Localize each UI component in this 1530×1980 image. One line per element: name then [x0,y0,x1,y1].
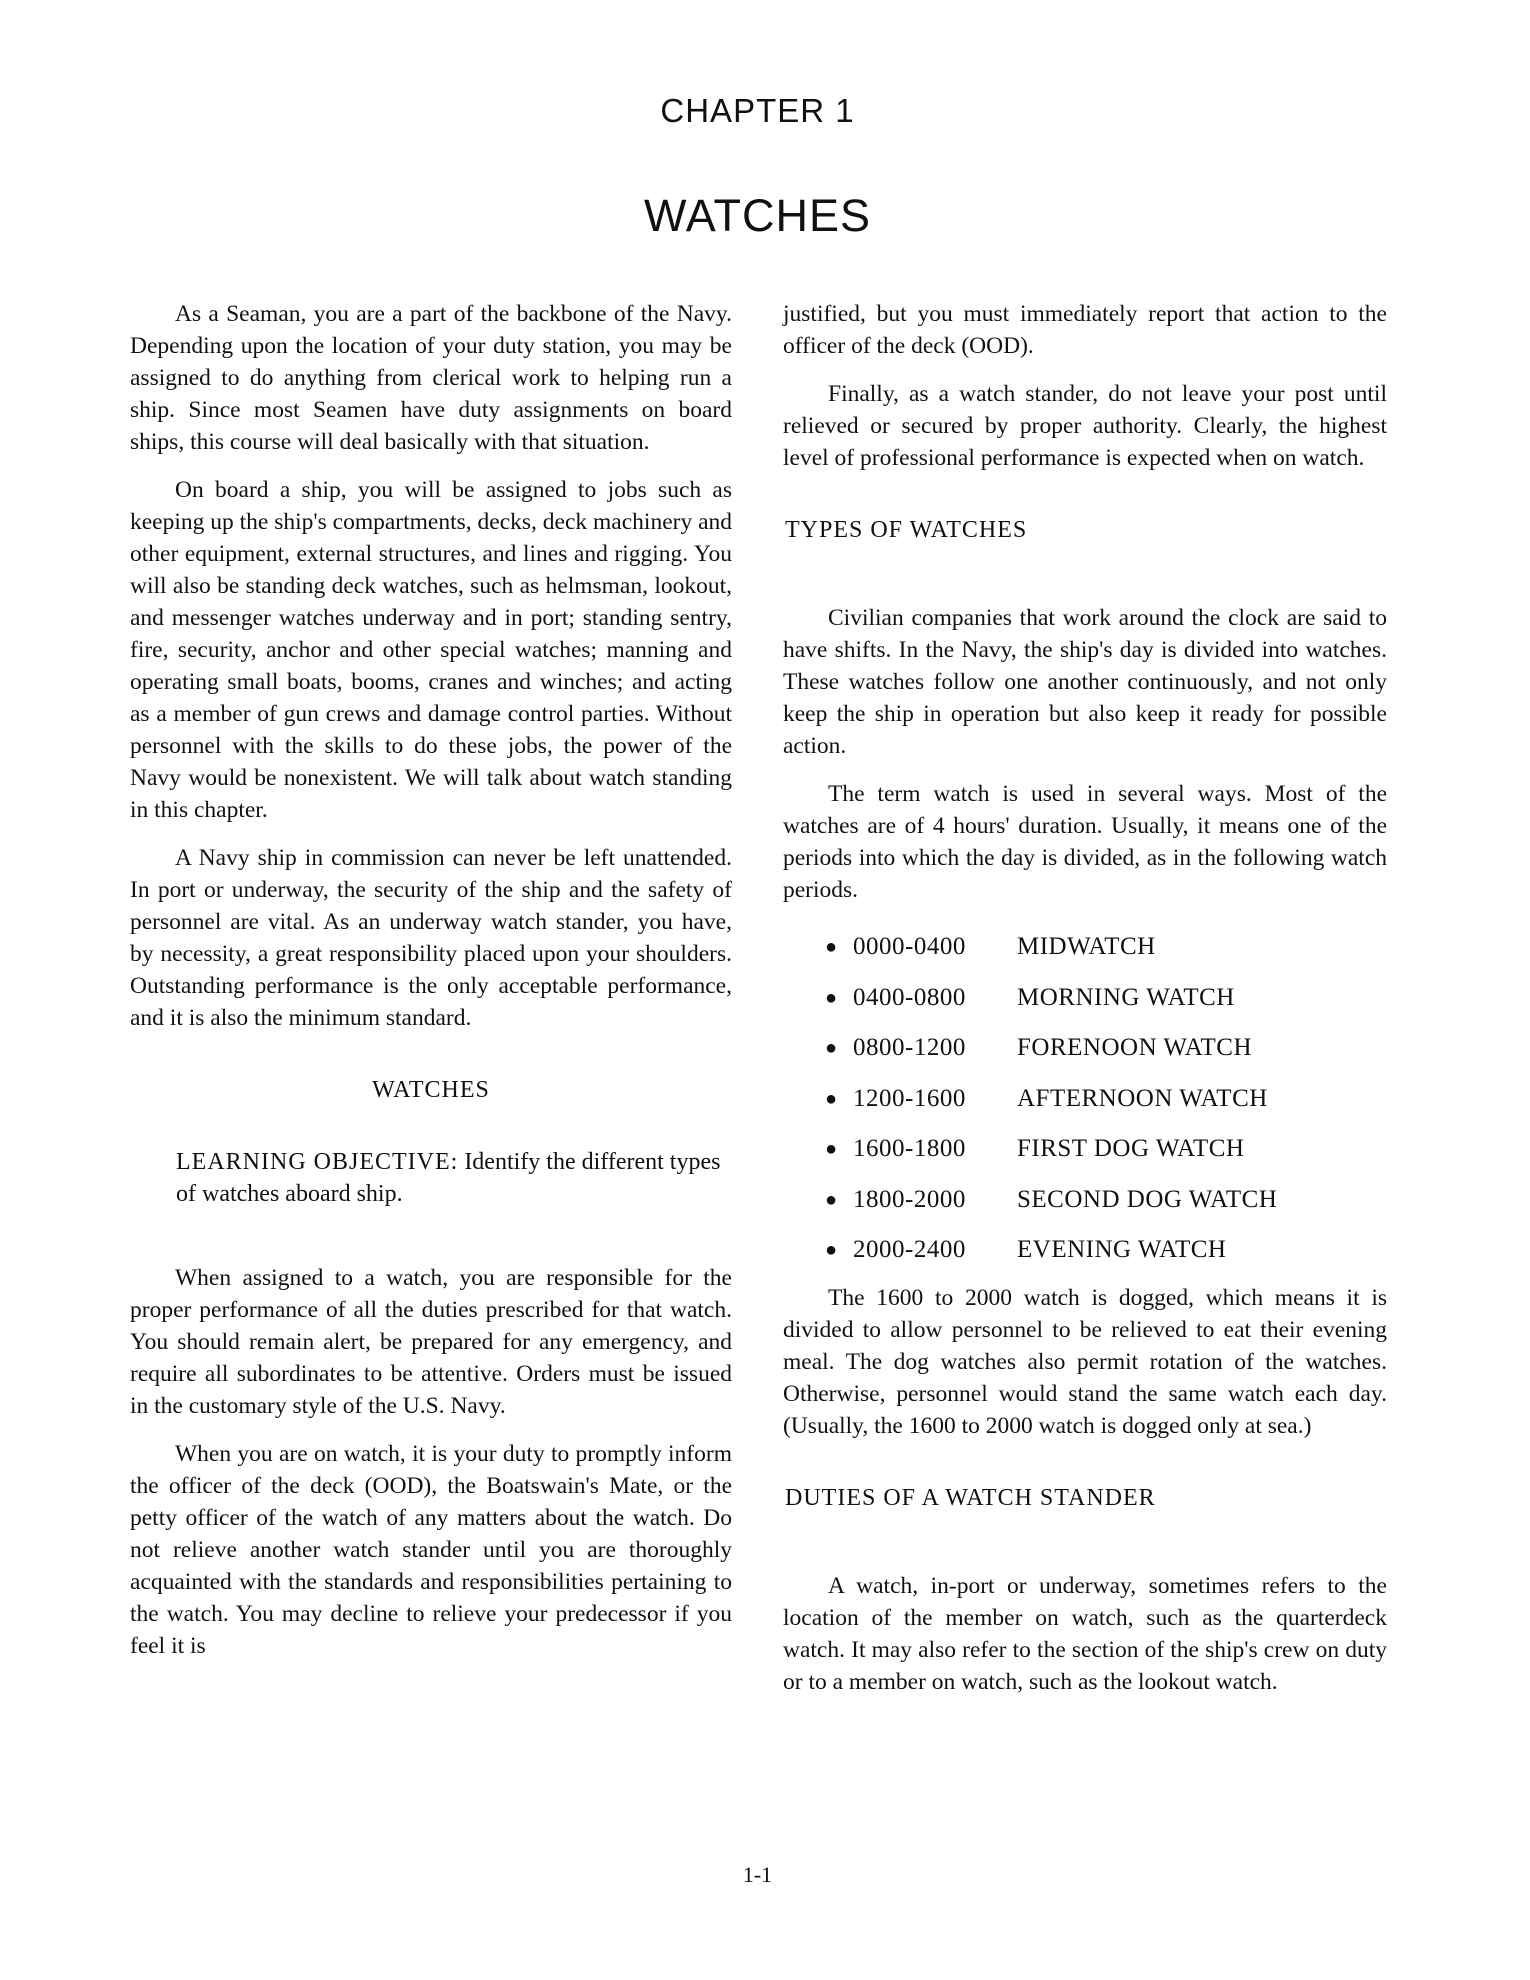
heading-duties-of-a-watch-stander: DUTIES OF A WATCH STANDER [785,1484,1156,1511]
watch-name: MORNING WATCH [1017,983,1235,1011]
watch-time: 1200-1600 [853,1084,966,1112]
watch-period-item [825,973,1387,1024]
bullet-icon: ● [825,1188,838,1211]
chapter-title: WATCHES [644,190,871,241]
watch-period-item [825,1023,1387,1074]
body-paragraph: Civilian companies that work around the clock are said to have shifts. In the Navy, the ship's day is divided into watches. These watches follow one another continuously, and not only keep the ship in operation but also keep it ready for possible action. [783,605,1387,759]
chapter-label: CHAPTER 1 [660,92,855,129]
body-paragraph: justified, but you must immediately report that action to the officer of the deck (OOD). [783,301,1387,359]
body-paragraph: As a Seaman, you are a part of the backbone of the Navy. Depending upon the location of your duty station, you may be assigned to do anything from clerical work to helping run a ship. Since most Seamen have duty assignments on board ships, this course will deal basically with that situation. [130,301,732,455]
watch-name: FORENOON WATCH [1017,1034,1253,1062]
watch-period-item [825,1225,1387,1276]
watch-time: 0400-0800 [853,983,966,1011]
body-paragraph: When you are on watch, it is your duty to promptly inform the officer of the deck (OOD), the Boatswain's Mate, or the petty officer of the watch of any matters about the watch. Do not relieve another watch stander until you are thoroughly acquainted with the standards and responsibilities pertaining to the watch. You may decline to relieve your predecessor if you feel it is [130,1441,732,1659]
body-paragraph: A Navy ship in commission can never be left unattended. In port or underway, the security of the ship and the safety of personnel are vital. As an underway watch stander, you have, by necessity, a great responsibility placed upon your shoulders. Outstanding performance is the only acceptable performance, and it is also the minimum standard. [130,845,732,1031]
heading-types-of-watches: TYPES OF WATCHES [785,517,1028,543]
bullet-icon: ● [825,936,838,959]
body-paragraph: A watch, in-port or underway, sometimes refers to the location of the member on watch, such as the quarterdeck watch. It may also refer to the section of the ship's crew on duty or to a member on watch, such as the lookout watch. [783,1572,1387,1695]
section-heading-watches: WATCHES [372,1077,490,1103]
watch-time: 1800-2000 [853,1185,966,1213]
watch-name: AFTERNOON WATCH [1017,1084,1268,1112]
watch-period-item [825,1175,1387,1226]
left-column [130,298,732,1678]
watch-name: FIRST DOG WATCH [1017,1135,1245,1163]
watch-period-item [825,1124,1387,1175]
watch-time: 0000-0400 [853,933,966,961]
bullet-icon: ● [825,1138,838,1161]
watch-name: SECOND DOG WATCH [1017,1185,1278,1213]
bullet-icon: ● [825,1087,838,1110]
watch-period-item [825,922,1387,973]
body-paragraph: On board a ship, you will be assigned to jobs such as keeping up the ship's compartments, decks, deck machinery and other equipment, external structures, and lines and rigging. You will also be standing deck watches, such as helmsman, lookout, and messenger watches underway and in port; standing sentry, fire, security, anchor and other special watches; manning and operating small boats, booms, cranes and winches; and acting as a member of gun crews and damage control parties. Without personnel with the skills to do these jobs, the power of the Navy would be nonexistent. We will talk about watch standing in this chapter. [130,477,733,823]
watch-period-item [825,1074,1387,1125]
watch-period-list [825,922,1387,1276]
watch-time: 2000-2400 [853,1236,966,1264]
page-number: 1-1 [742,1862,773,1887]
watch-time: 1600-1800 [853,1135,966,1163]
body-paragraph: The term watch is used in several ways. Most of the watches are of 4 hours' duration. Usually, it means one of the periods into which the day is divided, as in the following watch periods. [783,781,1387,903]
learning-objective [176,1146,732,1210]
learning-objective-text: Identify the different types of watches aboard ship. [176,1149,721,1207]
bullet-icon: ● [825,986,838,1009]
watch-time: 0800-1200 [853,1034,966,1062]
bullet-icon: ● [825,1037,838,1060]
bullet-icon: ● [825,1239,838,1262]
body-paragraph: The 1600 to 2000 watch is dogged, which means it is divided to allow personnel to be relieved to eat their evening meal. The dog watches also permit rotation of the watches. Otherwise, personnel would stand the same watch each day. (Usually, the 1600 to 2000 watch is dogged only at sea.) [783,1284,1387,1439]
watch-name: MIDWATCH [1017,933,1156,961]
learning-objective-label: LEARNING OBJECTIVE: [176,1149,459,1175]
right-column [783,298,1387,1714]
body-paragraph: Finally, as a watch stander, do not leave your post until relieved or secured by proper authority. Clearly, the highest level of professional performance is expected when on watch. [783,381,1387,471]
watch-name: EVENING WATCH [1017,1236,1227,1264]
body-paragraph: When assigned to a watch, you are responsible for the proper performance of all the duties prescribed for that watch. You should remain alert, be prepared for any emergency, and require all subordinates to be attentive. Orders must be issued in the customary style of the U.S. Navy. [130,1265,732,1419]
